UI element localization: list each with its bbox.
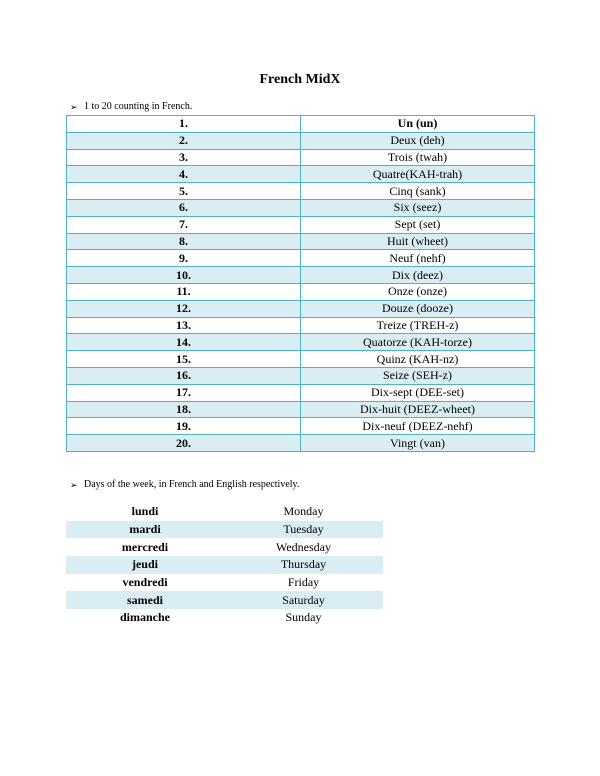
word-cell: Neuf (nehf) [301, 250, 535, 267]
english-day-cell: Saturday [224, 591, 383, 609]
french-day-cell: jeudi [66, 556, 224, 574]
english-day-cell: Thursday [224, 556, 383, 574]
word-cell: Seize (SEH-z) [301, 367, 535, 384]
bullet-days-text: Days of the week, in French and English respectively. [84, 479, 300, 490]
number-cell: 10. [67, 267, 301, 284]
word-cell: Treize (TREH-z) [301, 317, 535, 334]
counting-table [66, 115, 535, 452]
table-row [66, 521, 383, 539]
table-row [67, 149, 535, 166]
number-cell: 4. [67, 166, 301, 183]
table-row [66, 609, 383, 627]
table-row [66, 556, 383, 574]
english-day-cell: Wednesday [275, 539, 331, 554]
number-cell: 14. [67, 334, 301, 351]
word-cell: Sept (set) [301, 216, 535, 233]
number-cell: 8. [67, 233, 301, 250]
table-row [67, 166, 535, 183]
arrow-bullet-icon: ➢ [70, 480, 78, 490]
table-row [67, 233, 535, 250]
word-cell: Cinq (sank) [301, 183, 535, 200]
english-day-cell: Sunday [285, 610, 322, 625]
word-cell: Dix (deez) [301, 267, 535, 284]
word-cell: Dix-huit (DEEZ-wheet) [301, 401, 535, 418]
word-cell: Dix-neuf (DEEZ-nehf) [301, 418, 535, 435]
table-row [67, 317, 535, 334]
word-cell: Quatre(KAH-trah) [301, 166, 535, 183]
table-row [67, 132, 535, 149]
number-cell: 18. [67, 401, 301, 418]
table-row [67, 216, 535, 233]
number-cell: 9. [67, 250, 301, 267]
number-cell: 12. [67, 300, 301, 317]
table-row [67, 334, 535, 351]
english-day-cell: Monday [283, 504, 324, 519]
french-day-cell: vendredi [122, 575, 168, 590]
table-row [67, 250, 535, 267]
number-cell: 3. [67, 149, 301, 166]
number-cell: 11. [67, 283, 301, 300]
english-day-cell: Tuesday [224, 521, 383, 539]
word-cell: Onze (onze) [301, 283, 535, 300]
table-row [66, 538, 383, 556]
word-cell: Dix-sept (DEE-set) [301, 384, 535, 401]
number-cell: 17. [67, 384, 301, 401]
number-cell: 7. [67, 216, 301, 233]
table-row [67, 418, 535, 435]
word-cell: Un (un) [301, 116, 535, 133]
french-day-cell: mercredi [121, 539, 169, 554]
number-cell: 5. [67, 183, 301, 200]
english-day-cell: Friday [287, 575, 320, 590]
table-row [66, 591, 383, 609]
table-row [67, 267, 535, 284]
french-day-cell: mardi [66, 521, 224, 539]
french-day-cell: dimanche [119, 610, 170, 625]
word-cell: Douze (dooze) [301, 300, 535, 317]
word-cell: Huit (wheet) [301, 233, 535, 250]
number-cell: 15. [67, 351, 301, 368]
number-cell: 13. [67, 317, 301, 334]
bullet-days [70, 479, 299, 491]
word-cell: Six (seez) [301, 199, 535, 216]
table-row [66, 574, 383, 592]
word-cell: Trois (twah) [301, 149, 535, 166]
table-row [67, 283, 535, 300]
french-day-cell: samedi [66, 591, 224, 609]
number-cell: 6. [67, 199, 301, 216]
table-row [67, 384, 535, 401]
bullet-counting [70, 101, 192, 113]
number-cell: 2. [67, 132, 301, 149]
number-cell: 16. [67, 367, 301, 384]
table-row [66, 503, 383, 521]
document-title: French MidX [259, 72, 341, 87]
table-row [67, 435, 535, 452]
word-cell: Quatorze (KAH-torze) [301, 334, 535, 351]
table-row [67, 300, 535, 317]
word-cell: Vingt (van) [301, 435, 535, 452]
table-row [67, 351, 535, 368]
word-cell: Quinz (KAH-nz) [301, 351, 535, 368]
word-cell: Deux (deh) [301, 132, 535, 149]
table-row [67, 367, 535, 384]
table-row [67, 116, 535, 133]
arrow-bullet-icon: ➢ [70, 102, 78, 112]
bullet-counting-text: 1 to 20 counting in French. [84, 101, 193, 112]
number-cell: 19. [67, 418, 301, 435]
days-table [66, 503, 383, 627]
number-cell: 20. [67, 435, 301, 452]
number-cell: 1. [67, 116, 301, 133]
table-row [67, 401, 535, 418]
table-row [67, 199, 535, 216]
table-row [67, 183, 535, 200]
french-day-cell: lundi [131, 504, 159, 519]
